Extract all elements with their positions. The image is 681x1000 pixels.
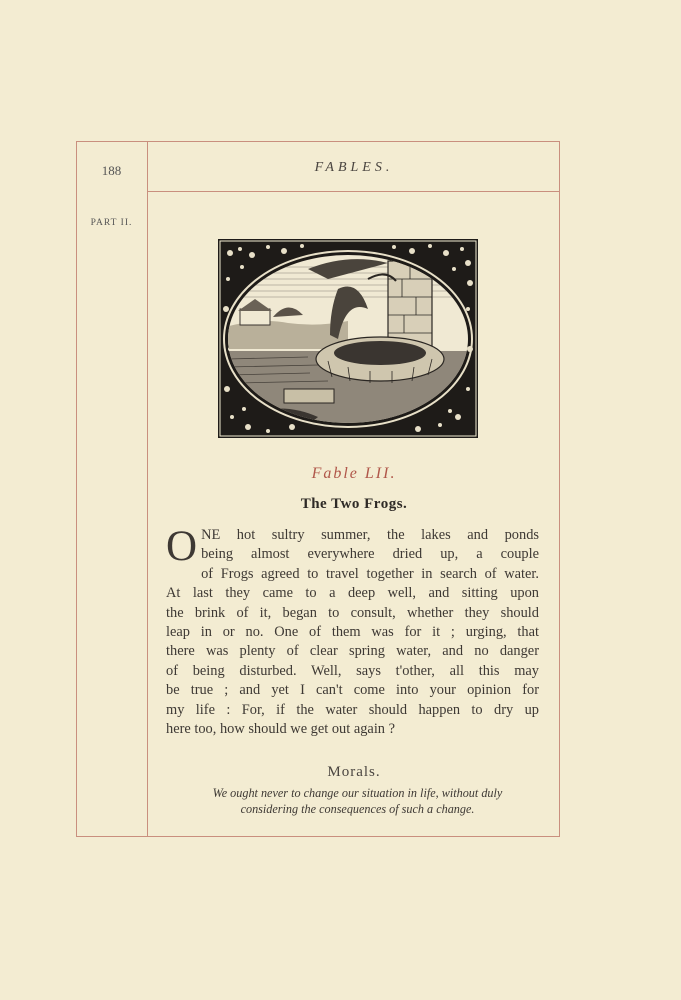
morals-line: considering the consequences of such a change. [240, 801, 475, 816]
page-number: 188 [101, 163, 122, 178]
body-line: of Frogs agreed to travel together in search of water. [201, 565, 539, 582]
body-line: of being disturbed. Well, says t'other, all this may [166, 662, 539, 679]
running-title: FABLES. [314, 160, 394, 175]
morals-line: We ought never to change our situation in life, without duly [212, 786, 503, 800]
body-line: the brink of it, began to consult, whether they should [166, 604, 539, 621]
part-label: PART II. [90, 218, 133, 228]
body-line: there was plenty of clear spring water, and no danger [166, 643, 539, 660]
body-line: leap in or no. One of them was for it ; urging, that [166, 623, 539, 640]
body-line: At last they came to a deep well, and sitting upon [166, 585, 539, 602]
body-line: NE hot sultry summer, the lakes and ponds [201, 527, 539, 543]
header-rule [147, 191, 560, 192]
morals-heading: Morals. [327, 764, 381, 780]
margin-rule [147, 142, 148, 836]
frogs-well-engraving-icon [218, 239, 478, 438]
morals-text [160, 786, 555, 817]
body-line: be true ; and yet I can't come into your opinion for [166, 682, 539, 699]
drop-cap: O [166, 523, 198, 570]
body-line: here too, how should we get out again ? [166, 720, 395, 737]
fable-number: Fable LII. [311, 465, 397, 482]
fable-title: The Two Frogs. [300, 496, 408, 512]
body-line: being almost everywhere dried up, a couple [201, 546, 539, 563]
body-line: my life : For, if the water should happen to dry up [166, 701, 539, 718]
fable-body [166, 523, 539, 739]
